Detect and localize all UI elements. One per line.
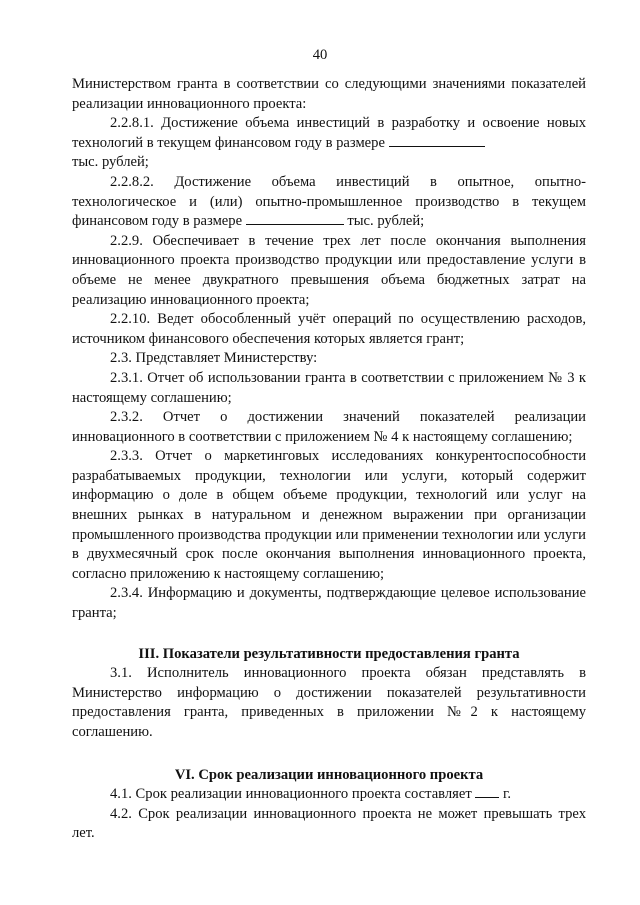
- paragraph-unit: тыс. рублей;: [347, 213, 425, 230]
- paragraph-text: 2.2.8.1. Достижение объема инвестиций в разработку и освоение новых технологий в текущем финансовом году в размере: [72, 115, 586, 151]
- section-4-heading: VI. Срок реализации инновационного проекта: [174, 766, 484, 783]
- paragraph-2-2-8-2: [72, 173, 586, 232]
- paragraph-2-2-9: 2.2.9. Обеспечивает в течение трех лет после окончания выполнения инновационного проекта производство продукции или предоставление услуги в объеме не менее двукратного превышения объема бюджетных затрат на реализацию инновационного проекта;: [72, 232, 586, 308]
- paragraph-2-2-10: 2.2.10. Ведет обособленный учёт операций по осуществлению расходов, источником финансового обеспечения которых является грант;: [72, 311, 586, 347]
- paragraph-2-2-8-1-unit: тыс. рублей;: [72, 154, 149, 171]
- section-gap: [72, 624, 586, 645]
- section-gap: [72, 743, 586, 766]
- paragraph-text: 2.2.8.2. Достижение объема инвестиций в опытное, опытно-технологическое и (или) опытно-промышленное производство в текущем финансовом году в размере: [72, 173, 586, 230]
- section-3-heading: III. Показатели результативности предоставления гранта: [138, 645, 520, 662]
- paragraph-2-3-3: 2.3.3. Отчет о маркетинговых исследованиях конкурентоспособности разрабатываемых продукции, технологии или услуги, который содержит информацию о доле в общем объеме продукции, технологий или услуг на внешних рынках в натуральном и денежном выражении при организации промышленного производства продукции или применении технологии или услуги в двухмесячный срок после окончания выполнения инновационного проекта, согласно приложению к настоящему соглашению;: [72, 448, 586, 582]
- fill-in-blank: [475, 785, 499, 798]
- paragraph-2-3: 2.3. Представляет Министерству:: [110, 350, 318, 367]
- paragraph-3-1: 3.1. Исполнитель инновационного проекта обязан представлять в Министерство информацию о достижении показателей результативности предоставления гранта, приведенных в приложении №2 к настоящему соглашению.: [72, 665, 586, 740]
- paragraph-2-2-8-1: [72, 114, 586, 153]
- paragraph-unit: г.: [503, 786, 512, 803]
- page-number: 40: [312, 47, 328, 63]
- fill-in-blank: [246, 212, 344, 225]
- paragraph-2-3-2: 2.3.2. Отчет о достижении значений показателей реализации инновационного в соответствии с приложением № 4 к настоящему соглашению;: [72, 409, 586, 445]
- paragraph-2-3-4: 2.3.4. Информацию и документы, подтверждающие целевое использование гранта;: [72, 585, 586, 622]
- fill-in-blank: [389, 134, 485, 147]
- paragraph-continuation: Министерством гранта в соответствии со следующими значениями показателей реализации инновационного проекта:: [72, 76, 586, 112]
- paragraph-text: 4.1. Срок реализации инновационного проекта составляет: [110, 786, 472, 803]
- paragraph-4-2: 4.2. Срок реализации инновационного проекта не может превышать трех лет.: [72, 805, 586, 842]
- paragraph-2-3-1: 2.3.1. Отчет об использовании гранта в соответствии с приложением № 3 к настоящему соглашению;: [72, 369, 586, 406]
- paragraph-4-1: [72, 785, 586, 805]
- document-body: [72, 75, 586, 844]
